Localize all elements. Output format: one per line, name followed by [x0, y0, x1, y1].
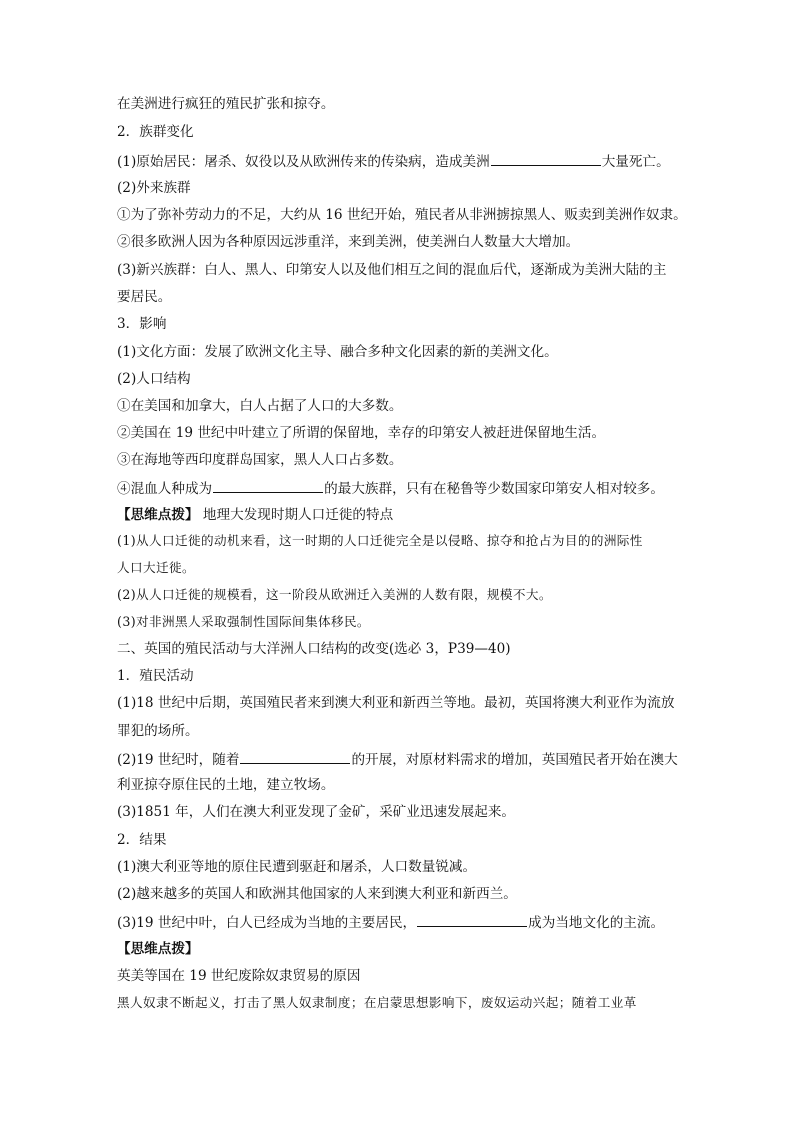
text-line: (1)澳大利亚等地的原住民遭到驱赶和屠杀，人口数量锐减。	[117, 859, 477, 875]
tip-text-line: (3)对非洲黑人采取强制性国际间集体移民。	[117, 614, 370, 629]
text-line: (2)人口结构	[117, 371, 191, 387]
text-line: (1)18 世纪中后期，英国殖民者来到澳大利亚和新西兰等地。最初，英国将澳大利亚作为流放	[117, 695, 675, 711]
text-line: (2)外来族群	[117, 180, 191, 196]
text-line: ④混血人种成为 的最大族群，只有在秘鲁等少数国家印第安人相对较多。	[117, 478, 664, 498]
section-heading: 1．殖民活动	[117, 668, 194, 684]
fill-in-blank[interactable]	[213, 478, 323, 493]
text-line: 利亚掠夺原住民的土地，建立牧场。	[117, 777, 335, 793]
tip-subheading: 英美等国在 19 世纪废除奴隶贸易的原因	[117, 968, 361, 984]
tip-text-line: 人口大迁徙。	[117, 560, 195, 575]
tip-text-line: (2)从人口迁徙的规模看，这一阶段从欧洲迁入美洲的人数有限，规模不大。	[117, 587, 552, 602]
text-line: ③在海地等西印度群岛国家，黑人人口占多数。	[117, 452, 403, 468]
text-line: ②美国在 19 世纪中叶建立了所谓的保留地，幸存的印第安人被赶进保留地生活。	[117, 425, 606, 441]
section-heading: 2．族群变化	[117, 124, 194, 140]
section-heading: 2．结果	[117, 832, 167, 848]
text-line: 在美洲进行疯狂的殖民扩张和掠夺。	[117, 96, 335, 112]
tip-text-line: (1)从人口迁徙的动机来看，这一时期的人口迁徙完全是以侵略、掠夺和抢占为目的的洲际性	[117, 533, 643, 548]
section-title: 二、英国的殖民活动与大洋洲人口结构的改变(选必 3，P39—40)	[117, 641, 511, 657]
text-line: (2)越来越多的英国人和欧洲其他国家的人来到澳大利亚和新西兰。	[117, 886, 517, 902]
text-line: ①为了弥补劳动力的不足，大约从 16 世纪开始，殖民者从非洲掳掠黑人、贩卖到美洲作奴隶。	[117, 207, 687, 223]
text-line: (2)19 世纪时，随着 的开展，对原材料需求的增加，英国殖民者开始在澳大	[117, 749, 678, 769]
tip-heading: 【思维点拨】	[117, 941, 199, 957]
section-heading: 3．影响	[117, 316, 167, 332]
fill-in-blank[interactable]	[240, 749, 350, 764]
text-line: (1)文化方面：发展了欧洲文化主导、融合多种文化因素的新的美洲文化。	[117, 344, 558, 360]
text-line: 罪犯的场所。	[117, 723, 199, 739]
text-line: 要居民。	[117, 289, 172, 305]
text-line: ①在美国和加拿大，白人占据了人口的大多数。	[117, 398, 403, 414]
text-line: (3)19 世纪中叶，白人已经成为当地的主要居民， 成为当地文化的主流。	[117, 912, 664, 932]
fill-in-blank[interactable]	[491, 151, 601, 166]
tip-text-line: 黑人奴隶不断起义，打击了黑人奴隶制度；在启蒙思想影响下，废奴运动兴起；随着工业革	[117, 995, 637, 1010]
tip-heading: 【思维点拨】 地理大发现时期人口迁徙的特点	[117, 507, 394, 523]
fill-in-blank[interactable]	[417, 912, 527, 927]
text-line: (3)新兴族群：白人、黑人、印第安人以及他们相互之间的混血后代，逐渐成为美洲大陆的主	[117, 262, 667, 278]
text-line: (3)1851 年，人们在澳大利亚发现了金矿，采矿业迅速发展起来。	[117, 804, 516, 820]
text-line: (1)原始居民：屠杀、奴役以及从欧洲传来的传染病，造成美洲 大量死亡。	[117, 151, 670, 171]
text-line: ②很多欧洲人因为各种原因远涉重洋，来到美洲，使美洲白人数量大大增加。	[117, 234, 580, 250]
